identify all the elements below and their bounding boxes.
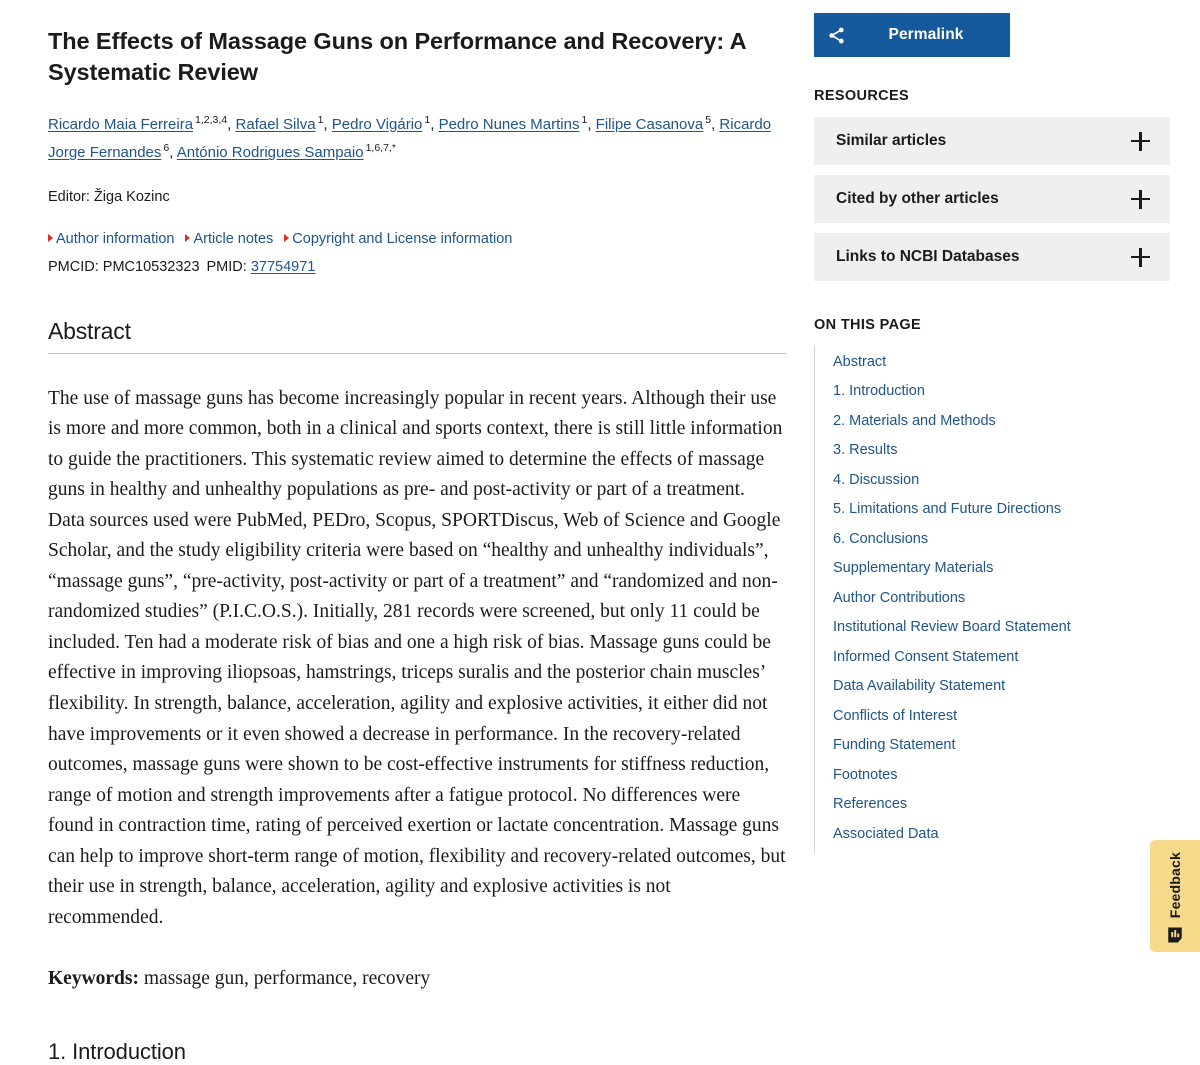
author-separator: ,	[323, 115, 332, 133]
on-this-page-link[interactable]: Supplementary Materials	[833, 560, 994, 576]
keywords-value: massage gun, performance, recovery	[143, 968, 431, 990]
page-title: The Effects of Massage Guns on Performance and Recovery: A Systematic Review	[48, 28, 746, 86]
on-this-page-link[interactable]: Author Contributions	[833, 589, 966, 606]
author-link[interactable]: Ricardo Maia Ferreira	[48, 115, 194, 133]
pmid-label: PMID:	[206, 258, 247, 275]
author-affiliation-marker: 1	[581, 113, 588, 126]
author-link[interactable]: António Rodrigues Sampaio	[176, 144, 364, 162]
resource-row[interactable]	[814, 233, 1170, 281]
on-this-page-link[interactable]: 6. Conclusions	[833, 530, 929, 547]
editor-line: Editor: Žiga Kozinc	[48, 189, 170, 206]
on-this-page-heading: ON THIS PAGE	[814, 317, 922, 333]
on-this-page-link[interactable]: 5. Limitations and Future Directions	[833, 501, 1062, 517]
resource-label: Similar articles	[836, 132, 947, 149]
author-affiliation-marker: 5	[705, 113, 712, 126]
abstract-heading: Abstract	[48, 318, 786, 354]
permalink-label: Permalink	[888, 26, 964, 43]
pmcid-label: PMCID: PMC10532323	[48, 258, 200, 275]
resource-label: Links to NCBI Databases	[836, 248, 1020, 265]
keywords-line	[48, 964, 786, 995]
resources-heading: RESOURCES	[814, 88, 909, 104]
on-this-page-link[interactable]: Data Availability Statement	[833, 678, 1006, 694]
on-this-page-link[interactable]: Institutional Review Board Statement	[833, 619, 1071, 635]
author-separator: ,	[169, 144, 177, 162]
permalink-button[interactable]	[814, 13, 1010, 57]
on-this-page-link[interactable]: Funding Statement	[833, 737, 956, 753]
plus-icon[interactable]	[1131, 190, 1150, 209]
author-affiliation-marker: 1	[424, 113, 431, 126]
keywords-label: Keywords:	[48, 968, 139, 990]
plus-icon[interactable]	[1131, 132, 1150, 151]
author-link[interactable]: Rafael Silva	[235, 115, 316, 133]
author-affiliation-marker: 1	[317, 113, 324, 126]
meta-link[interactable]: Author information	[56, 231, 175, 248]
on-this-page-link[interactable]: Conflicts of Interest	[833, 707, 958, 724]
article-sidebar	[814, 0, 1170, 853]
article-main-column	[48, 0, 786, 1065]
on-this-page-link[interactable]: 3. Results	[833, 442, 898, 458]
author-separator: ,	[227, 115, 236, 133]
author-link[interactable]: Pedro Vigário	[331, 115, 423, 133]
triangle-right-icon	[48, 234, 53, 242]
on-this-page-link[interactable]: Associated Data	[833, 825, 939, 842]
resource-label: Cited by other articles	[836, 190, 999, 207]
author-separator: ,	[711, 115, 720, 133]
author-link[interactable]: Pedro Nunes Martins	[438, 115, 580, 133]
author-link[interactable]: Ricardo Jorge Fernandes	[48, 115, 772, 162]
share-nodes-icon	[814, 26, 858, 45]
on-this-page-link[interactable]: 1. Introduction	[833, 383, 925, 399]
meta-link-group	[48, 231, 174, 247]
on-this-page-link[interactable]: Footnotes	[833, 766, 898, 783]
meta-link[interactable]: Article notes	[193, 231, 274, 248]
feedback-tab[interactable]	[1150, 840, 1200, 952]
on-this-page-nav	[814, 345, 1170, 853]
plus-icon[interactable]	[1131, 248, 1150, 267]
on-this-page-link[interactable]: 4. Discussion	[833, 471, 920, 488]
resource-row[interactable]	[814, 117, 1170, 165]
resource-row[interactable]	[814, 175, 1170, 223]
meta-link[interactable]: Copyright and License information	[292, 231, 513, 248]
on-this-page-link[interactable]: Abstract	[833, 353, 887, 370]
triangle-right-icon	[284, 234, 289, 242]
author-separator: ,	[587, 115, 596, 133]
author-affiliation-marker: 6	[163, 142, 170, 155]
on-this-page-link[interactable]: References	[833, 796, 908, 812]
feedback-label: Feedback	[1167, 852, 1183, 919]
abstract-text: The use of massage guns has become increasingly popular in recent years. Although their use is more and more common, both in a clinical and sports context, there is still little information to guide the practitioners. This systematic review aimed to determine the effects of massage guns in healthy and unhealthy populations as pre- and post-activity or part of a treatment. Data sources used were PubMed, PEDro, Scopus, SPORTDiscus, Web of Science and Google Scholar, and the study eligibility criteria were based on “healthy and unhealthy individuals”, “massage guns”, “pre-activity, post-activity or part of a treatment” and “randomized and non-randomized studies” (P.I.C.O.S.). Initially, 281 records were screened, but only 11 could be included. Ten had a moderate risk of bias and one a high risk of bias. Massage guns could be effective in improving iliopsoas, hamstrings, triceps suralis and the posterior chain muscles’ flexibility. In strength, balance, acceleration, agility and explosive activities, it either did not have improvements or it even showed a decrease in performance. In the recovery-related outcomes, massage guns were shown to be cost-effective instruments for stiffness reduction, range of motion and strength improvements after a fatigue protocol. No differences were found in contraction time, rating of perceived exertion or lactate concentration. Massage guns can help to improve short-term range of motion, flexibility and recovery-related outcomes, but their use in strength, balance, acceleration, agility and explosive activities is not recommended.	[48, 387, 786, 928]
on-this-page-link[interactable]: 2. Materials and Methods	[833, 412, 996, 429]
article-meta-links	[48, 229, 786, 251]
meta-link-group	[185, 231, 273, 247]
introduction-heading: 1. Introduction	[48, 1038, 186, 1064]
resources-list	[814, 117, 1170, 281]
chart-bars-icon	[1166, 926, 1184, 949]
author-list	[48, 111, 786, 169]
author-separator: ,	[430, 115, 439, 133]
article-identifiers	[48, 259, 786, 275]
author-affiliation-marker: 1,6,7,*	[365, 142, 396, 155]
author-affiliation-marker: 1,2,3,4	[195, 113, 228, 126]
author-link[interactable]: Filipe Casanova	[595, 115, 704, 133]
meta-link-group	[284, 231, 512, 247]
on-this-page-link[interactable]: Informed Consent Statement	[833, 648, 1019, 665]
triangle-right-icon	[185, 234, 190, 242]
pmid-link[interactable]: 37754971	[250, 258, 316, 275]
